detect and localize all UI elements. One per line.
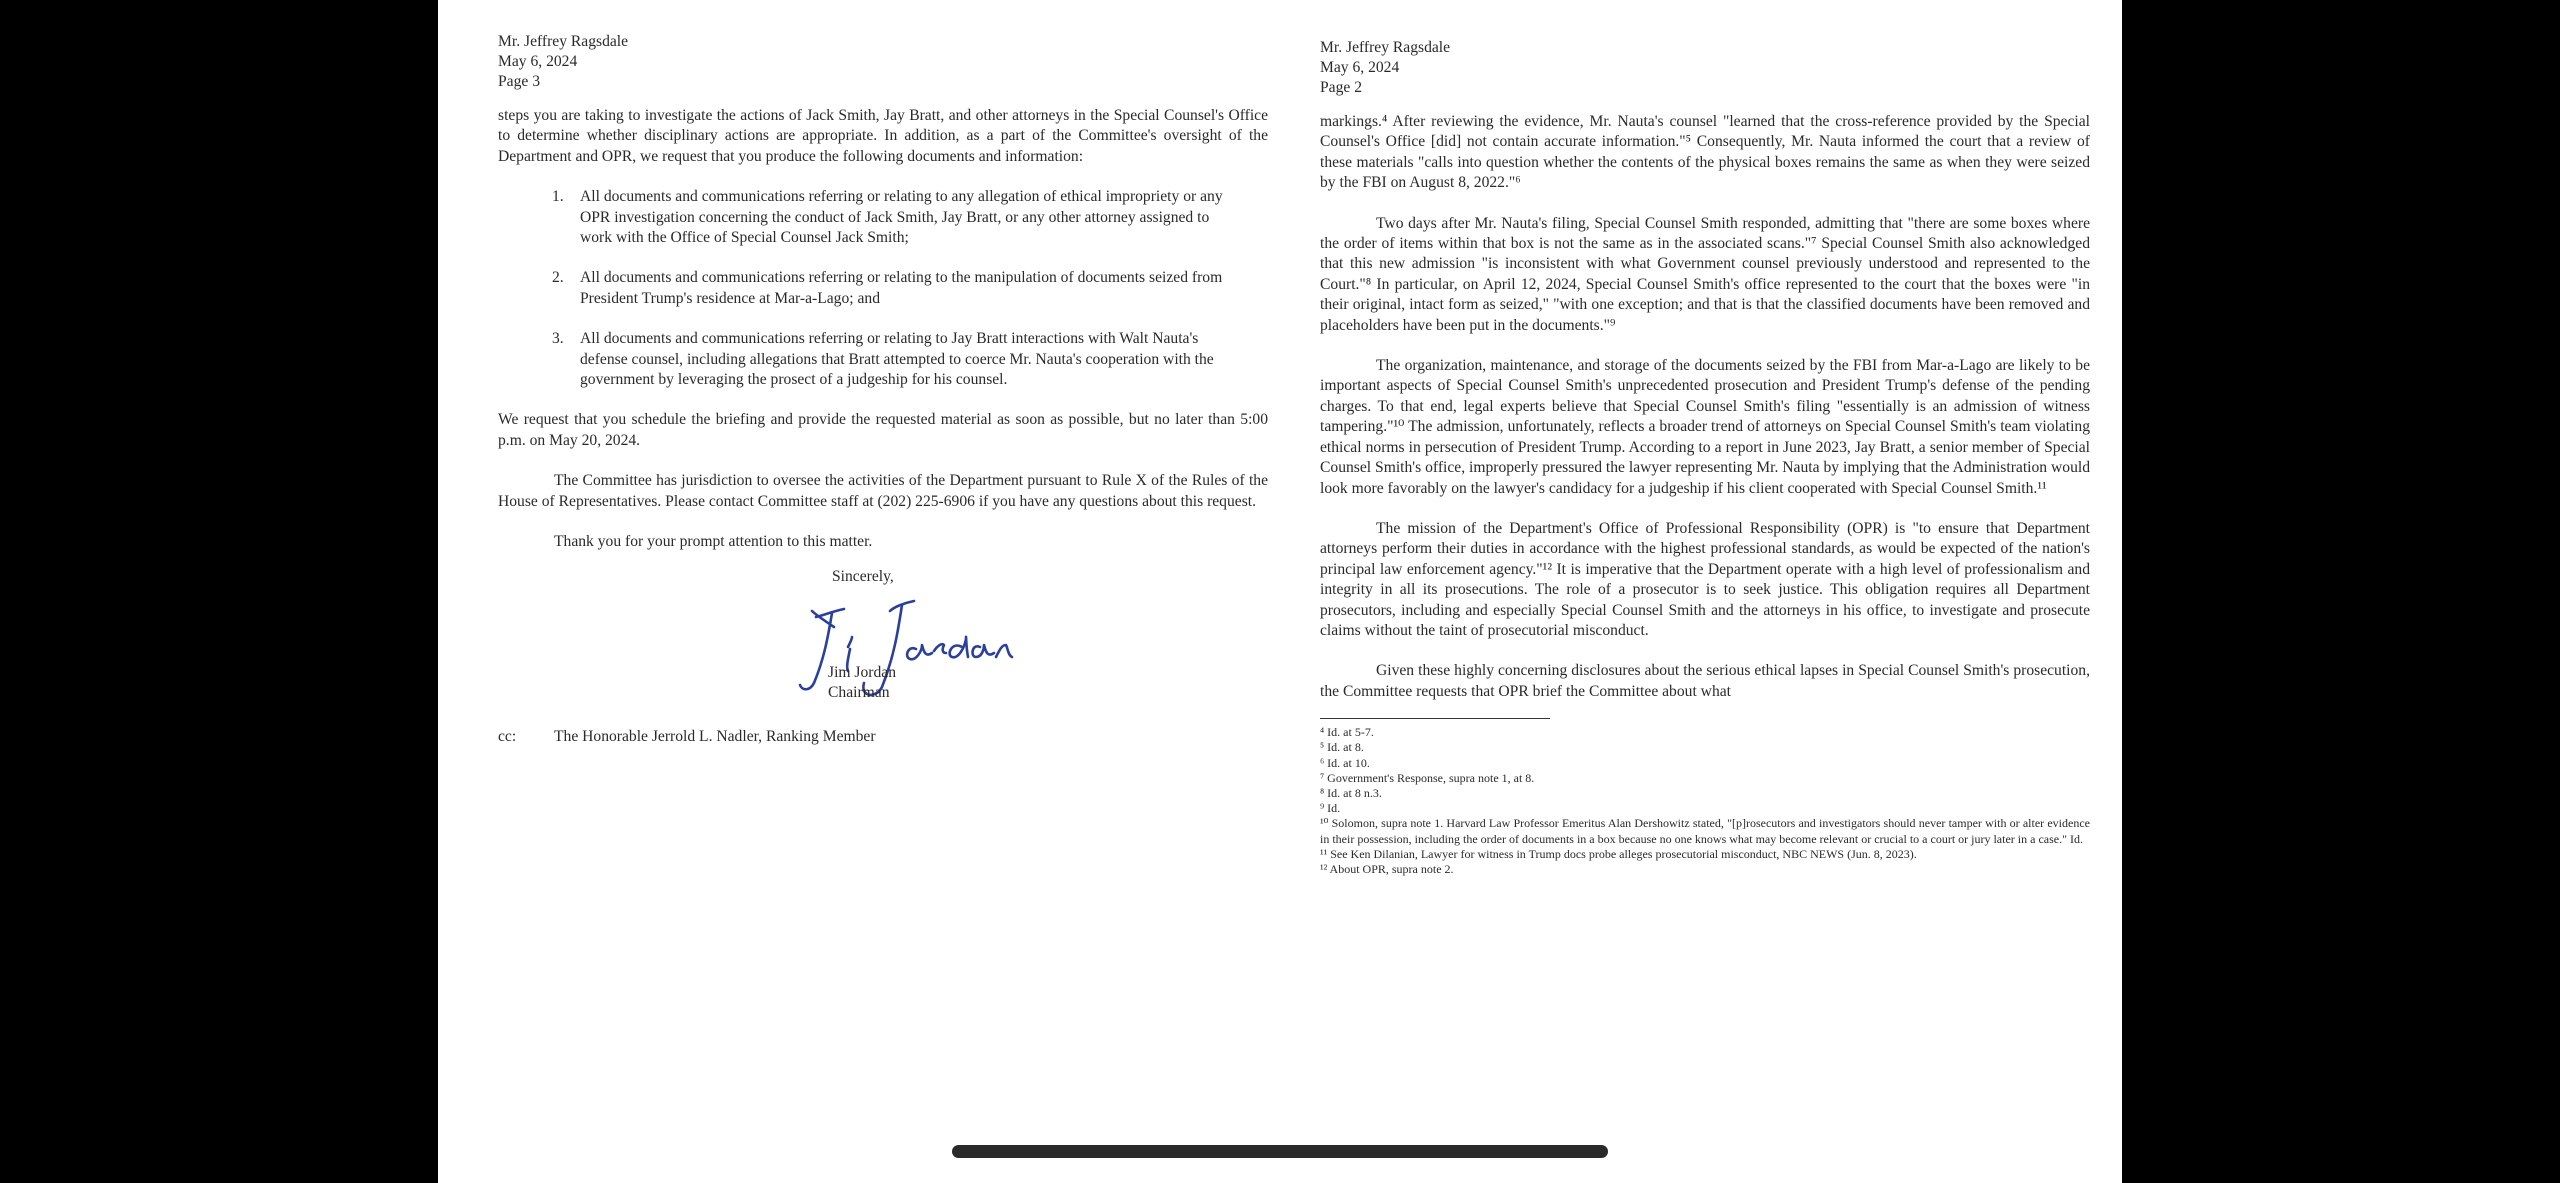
footnote: ¹¹ See Ken Dilanian, Lawyer for witness in Trump docs probe alleges prosecutorial misconduct, NBC NEWS (Jun. 8, 2023). xyxy=(1320,846,1917,861)
list-item-number: 1. xyxy=(552,188,564,206)
list-item-text: All documents and communications referring or relating to the manipulation of documents seized from President Trump's residence at Mar-a-Lago; and xyxy=(580,269,1223,307)
signer-title: Chairman xyxy=(828,683,890,701)
schedule-paragraph: We request that you schedule the briefing and provide the requested material as soon as possible, but no later than 5:00 p.m. on May 20, 2024. xyxy=(498,411,1268,449)
cc-line xyxy=(498,727,1268,747)
header-page-number: Page 3 xyxy=(498,73,541,90)
signer-name: Jim Jordan xyxy=(828,663,897,681)
footnote: ⁸ Id. at 8 n.3. xyxy=(1320,785,1382,800)
page-header xyxy=(1320,38,2090,98)
letter-page-3 xyxy=(498,32,1268,747)
header-date: May 6, 2024 xyxy=(1320,59,1400,76)
document-photo xyxy=(438,0,2122,1183)
body-paragraph: Given these highly concerning disclosures about the serious ethical lapses in Special Counsel Smith's prosecution, the Committee requests that OPR brief the Committee about what xyxy=(1320,662,2090,700)
footnote: ⁹ Id. xyxy=(1320,801,1341,816)
intro-paragraph: steps you are taking to investigate the actions of Jack Smith, Jay Bratt, and other attorneys in the Special Counsel's Office to determine whether disciplinary actions are appropriate. In addition, as a part of the Committee's oversight of the Department and OPR, we request that you produce the following documents and information: xyxy=(498,107,1268,165)
list-item-number: 3. xyxy=(552,330,564,348)
signer xyxy=(828,663,896,703)
list-item xyxy=(498,187,1268,248)
footnotes xyxy=(1320,725,2090,877)
header-page-number: Page 2 xyxy=(1320,79,1363,96)
list-item xyxy=(498,329,1268,390)
footnote: ⁶ Id. at 10. xyxy=(1320,755,1370,770)
footnote: ¹² About OPR, supra note 2. xyxy=(1320,861,1454,876)
header-date: May 6, 2024 xyxy=(498,53,578,70)
list-item-text: All documents and communications referring or relating to any allegation of ethical impropriety or any OPR investigation concerning the conduct of Jack Smith, Jay Bratt, or any other attorney assigned to work with the Office of Special Counsel Jack Smith; xyxy=(580,188,1223,247)
list-item-text: All documents and communications referring or relating to Jay Bratt interactions with Walt Nauta's defense counsel, including allegations that Bratt attempted to coerce Mr. Nauta's cooperation with the government by leveraging the prosect of a judgeship for his counsel. xyxy=(580,330,1214,389)
closing: Sincerely, xyxy=(832,567,894,585)
list-item-number: 2. xyxy=(552,269,564,287)
letter-page-2 xyxy=(1320,38,2090,877)
request-list xyxy=(498,187,1268,390)
footnote: ⁴ Id. at 5-7. xyxy=(1320,725,1374,740)
cc-label: cc: xyxy=(498,727,517,745)
thanks-line: Thank you for your prompt attention to this matter. xyxy=(554,533,873,551)
body-paragraph: The mission of the Department's Office of Professional Responsibility (OPR) is "to ensure that Department attorneys perform their duties in accordance with the highest professional standards, as would be expected of the nation's principal law enforcement agency."¹² It is imperative that the Department operate with a high level of professionalism and integrity in all its prosecutions. The role of a prosecutor is to seek justice. This obligation requires all Department prosecutors, including and especially Special Counsel Smith and the attorneys in his office, to investigate and prosecute claims without the taint of prosecutorial misconduct. xyxy=(1320,519,2090,639)
header-recipient: Mr. Jeffrey Ragsdale xyxy=(1320,39,1451,56)
cc-recipient: The Honorable Jerrold L. Nadler, Ranking Member xyxy=(554,727,876,745)
list-item xyxy=(498,268,1268,309)
footnote: ¹⁰ Solomon, supra note 1. Harvard Law Professor Emeritus Alan Dershowitz stated, "[p]rosecutors and investigators should never tamper with or alter evidence in their possession, including the order of documents in a box because no one knows what may become relevant or crucial to a court or jury later in a case." Id. xyxy=(1320,816,2090,846)
footnote-divider xyxy=(1320,718,1550,719)
home-indicator[interactable] xyxy=(952,1145,1608,1158)
body-paragraph: The organization, maintenance, and storage of the documents seized by the FBI from Mar-a-Lago are likely to be important aspects of Special Counsel Smith's unprecedented prosecution and President Trump's defense of the pending charges. To that end, legal experts believe that Special Counsel Smith's filing "essentially is an admission of witness tampering."¹⁰ The admission, unfortunately, reflects a broader trend of attorneys on Special Counsel Smith's team violating ethical norms in persecution of President Trump. According to a report in June 2023, Jay Bratt, a senior member of Special Counsel Smith's office, improperly pressured the lawyer representing Mr. Nauta by implying that the Administration would look more favorably on the lawyer's candidacy for a judgeship if his client cooperated with Special Counsel Smith.¹¹ xyxy=(1320,357,2090,497)
footnote: ⁵ Id. at 8. xyxy=(1320,740,1364,755)
page-header xyxy=(498,32,1268,92)
body-paragraph: markings.⁴ After reviewing the evidence, Mr. Nauta's counsel "learned that the cross-reference provided by the Special Counsel's Office [did] not contain accurate information."⁵ Consequently, Mr. Nauta informed the court that a review of these materials "calls into question whether the contents of the physical boxes remains the same as when they were seized by the FBI on August 8, 2022."⁶ xyxy=(1320,113,2090,192)
header-recipient: Mr. Jeffrey Ragsdale xyxy=(498,33,629,50)
footnote: ⁷ Government's Response, supra note 1, at 8. xyxy=(1320,770,1535,785)
jurisdiction-paragraph: The Committee has jurisdiction to oversee the activities of the Department pursuant to Rule X of the Rules of the House of Representatives. Please contact Committee staff at (202) 225-6906 if you have any questions about this request. xyxy=(498,472,1268,510)
body-paragraph: Two days after Mr. Nauta's filing, Special Counsel Smith responded, admitting that "there are some boxes where the order of items within that box is not the same as in the associated scans."⁷ Special Counsel Smith also acknowledged that this new admission "is inconsistent with what Government counsel previously understood and represented to the Court."⁸ In particular, on April 12, 2024, Special Counsel Smith's office represented to the court that the boxes were "in their original, intact form as seized," "with one exception; and that is that the classified documents have been removed and placeholders have been put in the documents."⁹ xyxy=(1320,214,2090,334)
signature-block xyxy=(794,587,994,727)
